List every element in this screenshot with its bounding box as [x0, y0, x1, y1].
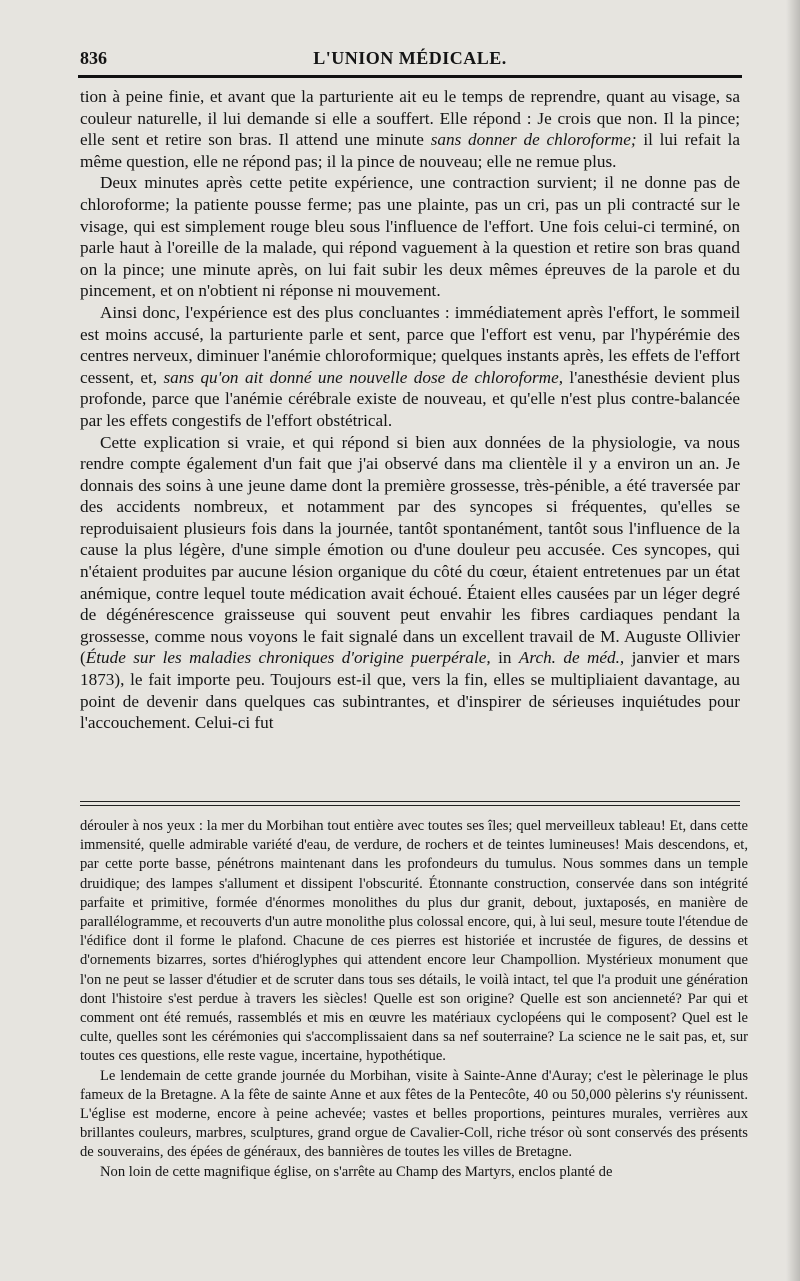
feuilleton-paragraph-2: Le lendemain de cette grande journée du Morbihan, visite à Sainte-Anne d'Auray; c'est le pèlerinage le plus fameux de la Bretagne. A la fête de sainte Anne et aux fêtes de la Pentecôte, 40 ou 50,000 pèlerins s'y réunissent. L'église est moderne, encore à peine achevée; vastes et belles proportions, peintures murales, verrières aux brillantes couleurs, marbres, sculptures, grand orgue de Cavalier-Coll, riche trésor où sont conservés des présents de souverains, des épées de généraux, des bannières de toutes les villes de Bretagne.: [80, 1067, 748, 1161]
main-article: [80, 86, 740, 734]
citation-title: Étude sur les maladies chroniques d'origine puerpérale,: [85, 648, 491, 668]
feuilleton-section: [80, 817, 748, 1182]
feuilleton-paragraph-3: Non loin de cette magnifique église, on s'arrête au Champ des Martyrs, enclos planté de: [100, 1163, 613, 1180]
feuilleton-rule: [80, 801, 740, 802]
article-paragraph-1: tion à peine finie, et avant que la parturiente ait eu le temps de reprendre, quant au visage, sa couleur naturelle, il lui demande si elle a souffert. Elle répond : Je crois que non. Il la pince; elle sent et retire son bras. Il attend une minute sans donner de chloroforme; il lui refait la même question, elle ne répond pas; il la pince de nouveau; elle ne remue plus.: [80, 87, 740, 171]
article-paragraph-2: Deux minutes après cette petite expérience, une contraction survient; il ne donne pas de chloroforme; la patiente pousse ferme; pas une plainte, pas un cri, pas un pli contracté sur le visage, qui est simplement rouge bleu sous l'influence de l'effort. Une fois celui-ci terminé, on parle haut à l'oreille de la malade, qui répond vaguement à la question et retire son bras quand on la pince; une minute après, on lui fait subir les deux mêmes épreuves de la parole et du pincement, et on n'obtient ni réponse ni mouvement.: [80, 173, 740, 301]
article-paragraph-4: Cette explication si vraie, et qui répond si bien aux données de la physiologie, va nous rendre compte également d'un fait que j'ai observé dans ma clientèle il y a environ un an. Je donnais des soins à une jeune dame dont la première grossesse, très-pénible, a été traversée par des accidents nombreux, et notamment par des syncopes si fréquentes, qu'elles se reproduisaient plusieurs fois dans la journée, tantôt spontanément, tantôt sous l'influence de la cause la plus légère, d'une simple émotion ou d'une douleur peu accusée. Ces syncopes, qui n'étaient produites par aucune lésion organique du côté du cœur, étaient entretenues par un état anémique, contre lequel toute médication avait échoué. Étaient elles causées par un léger degré de dégénérescence graisseuse qui souvent peut envahir les fibres cardiaques pendant la grossesse, comme nous voyons le fait signalé dans un excellent travail de M. Auguste Ollivier (Étude sur les maladies chroniques d'origine puerpérale, in Arch. de méd., janvier et mars 1873), le fait importe peu. Toujours est-il que, vers la fin, elles se multipliaient davantage, au point de devenir dans quelques cas subintrantes, et d'inspirer de sérieuses inquiétudes pour l'accouchement. Celui-ci fut: [80, 432, 740, 733]
italic-text: sans qu'on ait donné une nouvelle dose de chloroforme,: [163, 367, 563, 387]
feuilleton-rule-lower: [80, 805, 740, 806]
italic-text: sans donner de chloroforme;: [430, 130, 637, 150]
feuilleton-paragraph-1: dérouler à nos yeux : la mer du Morbihan tout entière avec toutes ses îles; quel merveilleux tableau! Et, dans cette immensité, quelle admirable variété d'eau, de verdure, de rochers et de teintes lumineuses! Mais descendons, et, par cette porte basse, pénétrons maintenant dans les profondeurs du tumulus. Nous sommes dans un temple druidique; des lampes s'allument et dissipent l'obscurité. Étonnante construction, conservée dans son intégrité parfaite et primitive, formée d'énormes monolithes du plus dur granit, debout, juxtaposés, en manière de parallélogramme, et recouverts d'un autre monolithe plus colossal encore, qui, à lui seul, mesure toute l'étendue de l'édifice dont il forme le plafond. Chacune de ces pierres est historiée et incrustée de figures, de dessins et d'ornements bizarres, sortes d'hiéroglyphes qui attendent encore leur Champollion. Mystérieux monument que l'on ne peut se lasser d'étudier et de scruter dans tous ses détails, le voilà intact, tel que l'a produit une génération dont l'histoire s'est perdue à travers les siècles! Quelle est son origine? Quelle est son ancienneté? Par qui et comment ont été remués, rassemblés et mis en œuvre les matériaux cyclopéens qui le composent? Quel est le culte, quelles sont les cérémonies qui s'accomplissaient dans sa nef souterraine? La science ne le sait pas, et, sur toutes ces questions, elle reste vague, incertaine, hypothétique.: [80, 818, 748, 1065]
header-rule: [78, 75, 742, 78]
page-header: [80, 44, 740, 70]
page-number: 836: [80, 48, 107, 68]
running-title: L'UNION MÉDICALE.: [313, 48, 507, 68]
article-paragraph-3: Ainsi donc, l'expérience est des plus concluantes : immédiatement après l'effort, le sommeil est moins accusé, la parturiente parle et sent, parce que l'effort est venu, par l'hypérémie des centres nerveux, diminuer l'anémie chloroformique; quelques instants après, les effets de l'effort cessent, et, sans qu'on ait donné une nouvelle dose de chloroforme, l'anesthésie devient plus profonde, parce que l'anémie cérébrale existe de nouveau, et qu'elle n'est plus contre-balancée par les effets congestifs de l'effort obstétrical.: [80, 302, 741, 430]
citation-journal: Arch. de méd.,: [518, 648, 625, 668]
